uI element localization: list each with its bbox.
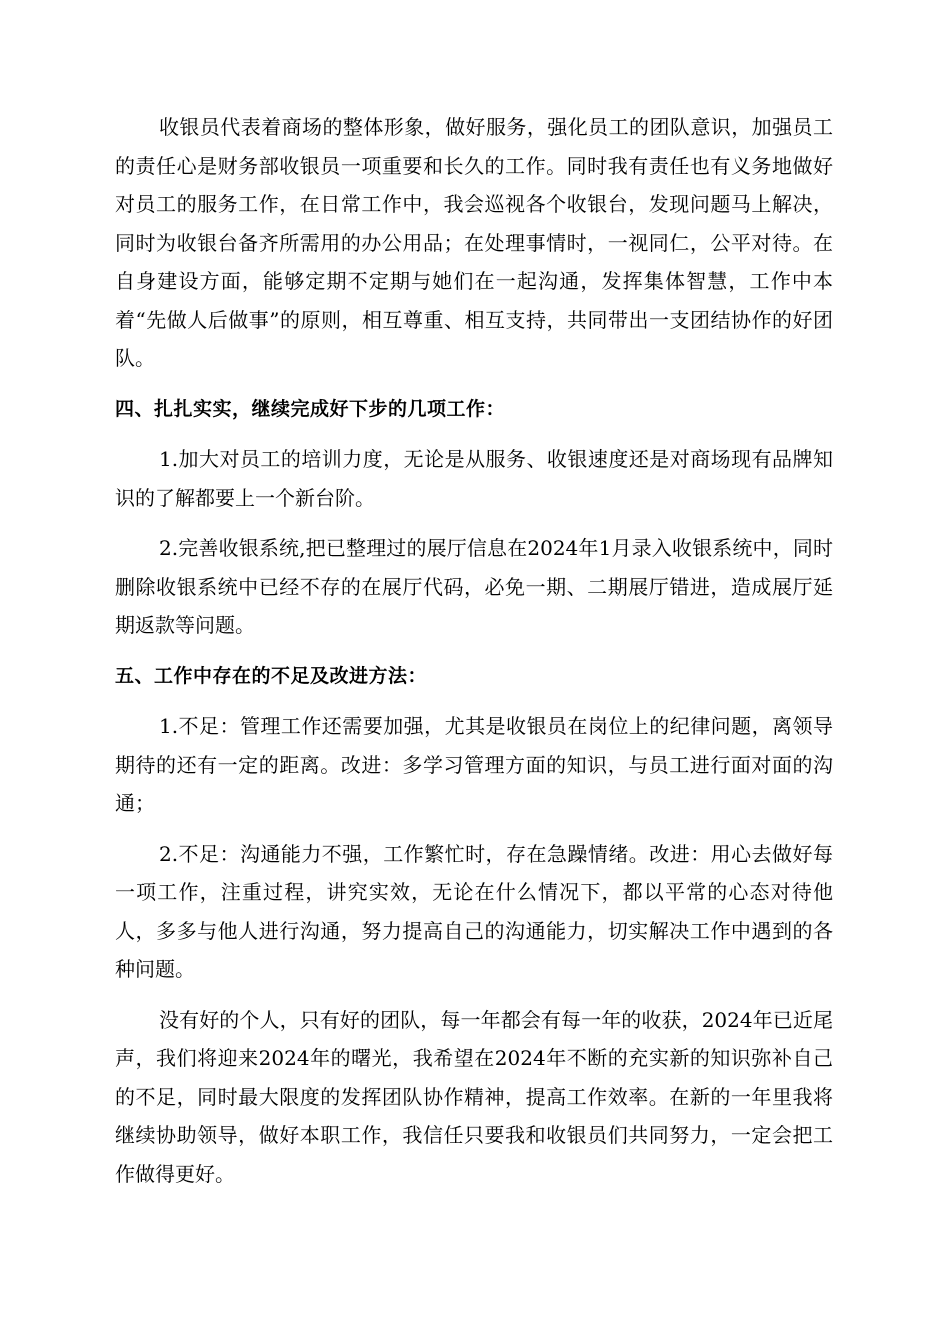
- section-5-item-2: 2.不足：沟通能力不强，工作繁忙时，存在急躁情绪。改进：用心去做好每一项工作，注重过程，讲究实效，无论在什么情况下，都以平常的心态对待他人，多多与他人进行沟通，努力提高自己的沟通能力，切实解决工作中遇到的各种问题。: [115, 841, 833, 981]
- closing-paragraph: 没有好的个人，只有好的团队，每一年都会有每一年的收获，2024年已近尾声，我们将迎来2024年的曙光，我希望在2024年不断的充实新的知识弥补自己的不足，同时最大限度的发挥团队协作精神，提高工作效率。在新的一年里我将继续协助领导，做好本职工作，我信任只要我和收银员们共同努力，一定会把工作做得更好。: [115, 1007, 833, 1186]
- section-4-item-1: 1.加大对员工的培训力度，无论是从服务、收银速度还是对商场现有品牌知识的了解都要上一个新台阶。: [115, 447, 833, 510]
- section-4-item-2: 2.完善收银系统,把已整理过的展厅信息在2024年1月录入收银系统中，同时删除收银系统中已经不存的在展厅代码，必免一期、二期展厅错进，造成展厅延期返款等问题。: [115, 536, 833, 637]
- section-5-item-1: 1.不足：管理工作还需要加强，尤其是收银员在岗位上的纪律问题，离领导期待的还有一定的距离。改进：多学习管理方面的知识，与员工进行面对面的沟通；: [115, 714, 833, 815]
- paragraph-cashier-service: 收银员代表着商场的整体形象，做好服务，强化员工的团队意识，加强员工的责任心是财务部收银员一项重要和长久的工作。同时我有责任也有义务地做好对员工的服务工作，在日常工作中，我会巡视各个收银台，发现问题马上解决，同时为收银台备齐所需用的办公用品；在处理事情时，一视同仁，公平对待。在自身建设方面，能够定期不定期与她们在一起沟通，发挥集体智慧，工作中本着“先做人后做事”的原则，相互尊重、相互支持，共同带出一支团结协作的好团队。: [115, 115, 833, 370]
- section-4-heading: 四、扎扎实实，继续完成好下步的几项工作：: [115, 397, 506, 420]
- document-page: [115, 108, 833, 1205]
- section-5-heading: 五、工作中存在的不足及改进方法：: [115, 664, 428, 687]
